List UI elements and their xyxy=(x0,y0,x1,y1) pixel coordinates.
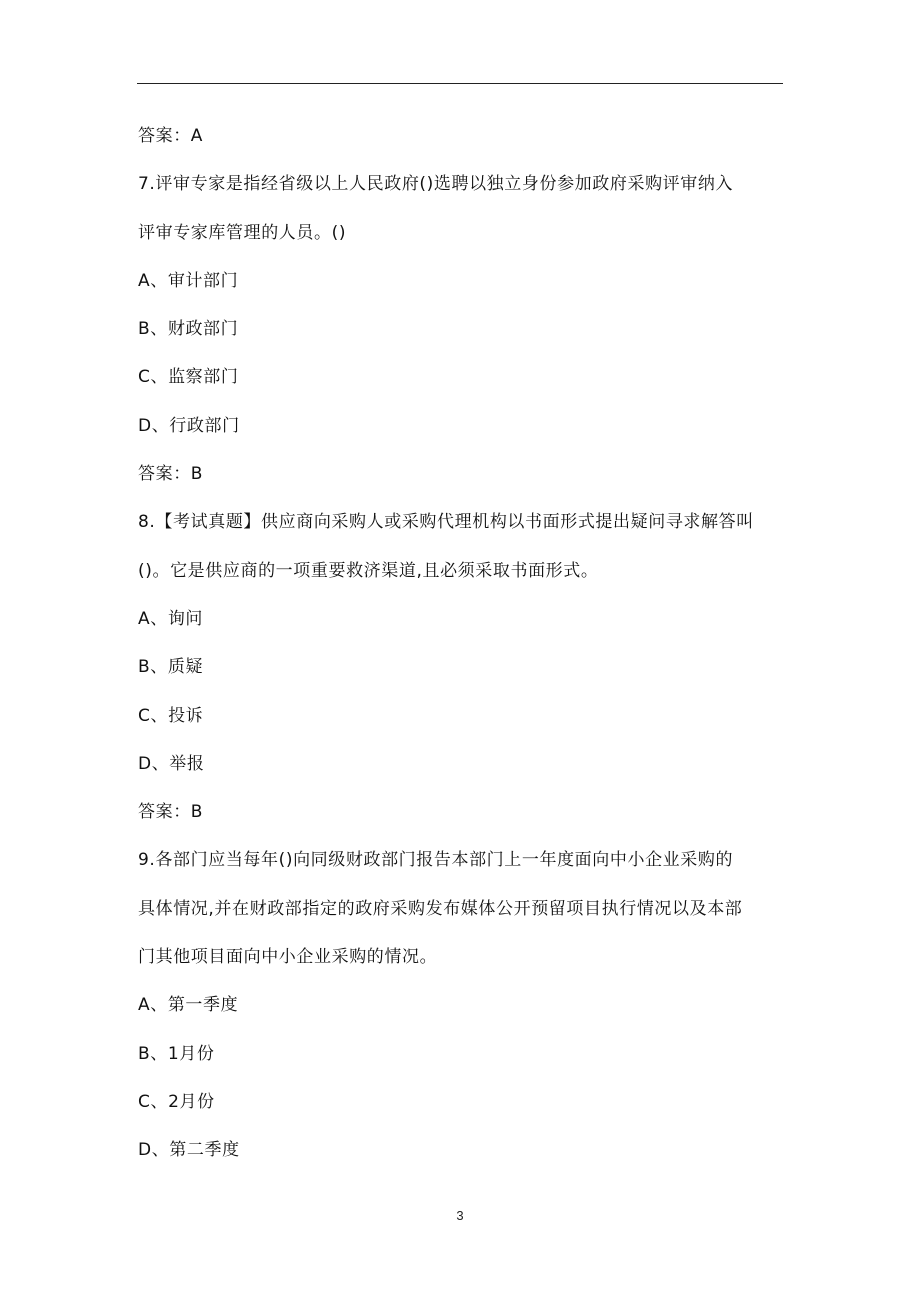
q9-option-c: C、2月份 xyxy=(138,1091,215,1112)
question-9-text: 9.各部门应当每年()向同级财政部门报告本部门上一年度面向中小企业采购的 xyxy=(138,850,734,871)
q9-option-b: B、1月份 xyxy=(138,1043,215,1064)
q7-option-c: C、监察部门 xyxy=(138,367,239,388)
q8-option-d: D、举报 xyxy=(138,753,205,774)
q8-option-a: A、询问 xyxy=(138,608,204,629)
question-7-text: 7.评审专家是指经省级以上人民政府()选聘以独立身份参加政府采购评审纳入 xyxy=(138,174,734,195)
answer-line-q7: 答案：B xyxy=(138,464,204,485)
question-9-text-cont2: 门其他项目面向中小企业采购的情况。 xyxy=(138,947,438,968)
question-7-text-cont: 评审专家库管理的人员。() xyxy=(138,222,347,243)
document-body xyxy=(138,112,788,1175)
answer-line-q6: 答案：A xyxy=(138,126,204,146)
question-8-text-cont: ()。它是供应商的一项重要救济渠道,且必须采取书面形式。 xyxy=(138,560,599,581)
q7-option-b: B、财政部门 xyxy=(138,319,239,340)
q8-option-c: C、投诉 xyxy=(138,705,204,726)
question-9-text-cont1: 具体情况,并在财政部指定的政府采购发布媒体公开预留项目执行情况以及本部 xyxy=(138,898,743,919)
q8-option-b: B、质疑 xyxy=(138,657,204,678)
question-8-text: 8.【考试真题】供应商向采购人或采购代理机构以书面形式提出疑问寻求解答叫 xyxy=(138,512,754,533)
q7-option-a: A、审计部门 xyxy=(138,270,239,291)
q9-option-d: D、第二季度 xyxy=(138,1140,240,1161)
answer-line-q8: 答案：B xyxy=(138,802,204,823)
page-number: 3 xyxy=(456,1208,464,1223)
q9-option-a: A、第一季度 xyxy=(138,995,239,1016)
q7-option-d: D、行政部门 xyxy=(138,415,240,436)
header-rule xyxy=(137,83,783,84)
